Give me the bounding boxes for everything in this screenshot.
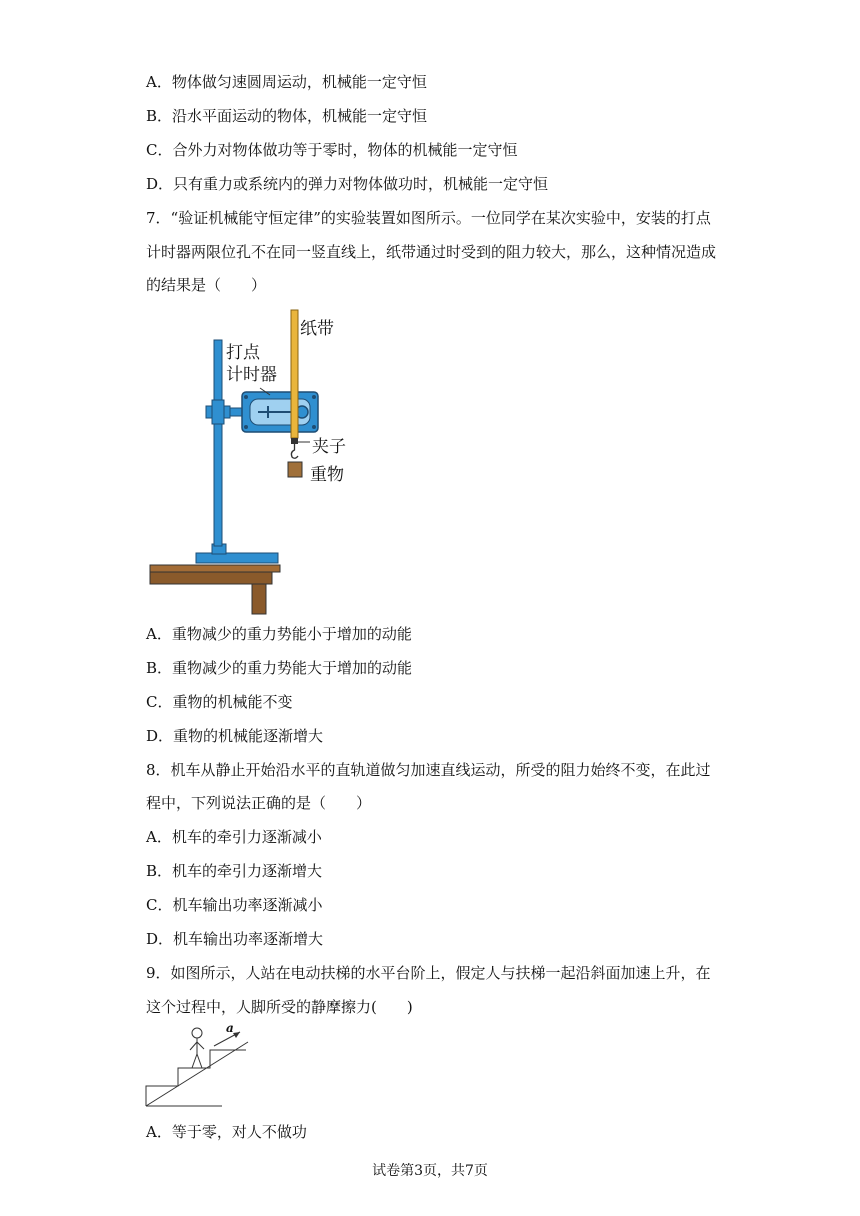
q7-option-b: B．重物减少的重力势能大于增加的动能: [146, 659, 413, 677]
person-figure: [190, 1028, 204, 1068]
label-paper-tape: 纸带: [300, 319, 334, 339]
q9-option-a: A．等于零，对人不做功: [146, 1123, 307, 1141]
weight: [288, 462, 302, 477]
q8-option-d: D．机车输出功率逐渐增大: [146, 930, 324, 948]
q8-stem-line-2: 程中，下列说法正确的是（ ）: [146, 794, 372, 812]
hook: [291, 444, 298, 458]
page-footer: 试卷第3页，共7页: [372, 1163, 488, 1179]
q9-stem-line-2: 这个过程中，人脚所受的静摩擦力( ): [146, 998, 413, 1016]
label-timer-line-1: 打点: [226, 343, 260, 363]
paper-tape: [291, 310, 298, 438]
escalator-steps: [146, 1050, 246, 1106]
label-weight: 重物: [310, 465, 344, 485]
stand-base: [196, 553, 278, 563]
q8-stem-line-1: 8．机车从静止开始沿水平的直轨道做匀加速直线运动，所受的阻力始终不变，在此过: [146, 761, 711, 779]
label-timer-line-2: 计时器: [226, 365, 277, 385]
q6-option-b: B．沿水平面运动的物体，机械能一定守恒: [146, 107, 428, 125]
stand-rod: [214, 340, 222, 546]
q6-option-d: D．只有重力或系统内的弹力对物体做功时，机械能一定守恒: [146, 175, 549, 193]
table: [150, 565, 280, 614]
q6-option-c: C．合外力对物体做功等于零时，物体的机械能一定守恒: [146, 141, 518, 159]
q7-option-d: D．重物的机械能逐渐增大: [146, 727, 324, 745]
q6-option-a: A．物体做匀速圆周运动，机械能一定守恒: [146, 73, 427, 91]
q7-stem-line-2: 计时器两限位孔不在同一竖直线上，纸带通过时受到的阻力较大，那么，这种情况造成: [146, 243, 717, 261]
label-acceleration: a: [226, 1021, 234, 1035]
q7-option-a: A．重物减少的重力势能小于增加的动能: [146, 625, 412, 643]
q7-stem-line-1: 7．“验证机械能守恒定律”的实验装置如图所示。一位同学在某次实验中，安装的打点: [146, 209, 711, 227]
clip: [291, 438, 298, 444]
timer-box: [242, 392, 318, 432]
q8-option-a: A．机车的牵引力逐渐减小: [146, 828, 322, 846]
q7-apparatus-figure: [140, 300, 380, 615]
q8-option-b: B．机车的牵引力逐渐增大: [146, 862, 323, 880]
q7-stem-line-3: 的结果是（ ）: [146, 276, 267, 294]
q9-stem-line-1: 9．如图所示，人站在电动扶梯的水平台阶上，假定人与扶梯一起沿斜面加速上升，在: [146, 964, 711, 982]
q8-option-c: C．机车输出功率逐渐减小: [146, 896, 323, 914]
label-clip: 夹子: [312, 437, 346, 457]
clamp: [206, 400, 244, 424]
q7-option-c: C．重物的机械能不变: [146, 693, 293, 711]
q9-escalator-figure: [144, 1024, 254, 1110]
